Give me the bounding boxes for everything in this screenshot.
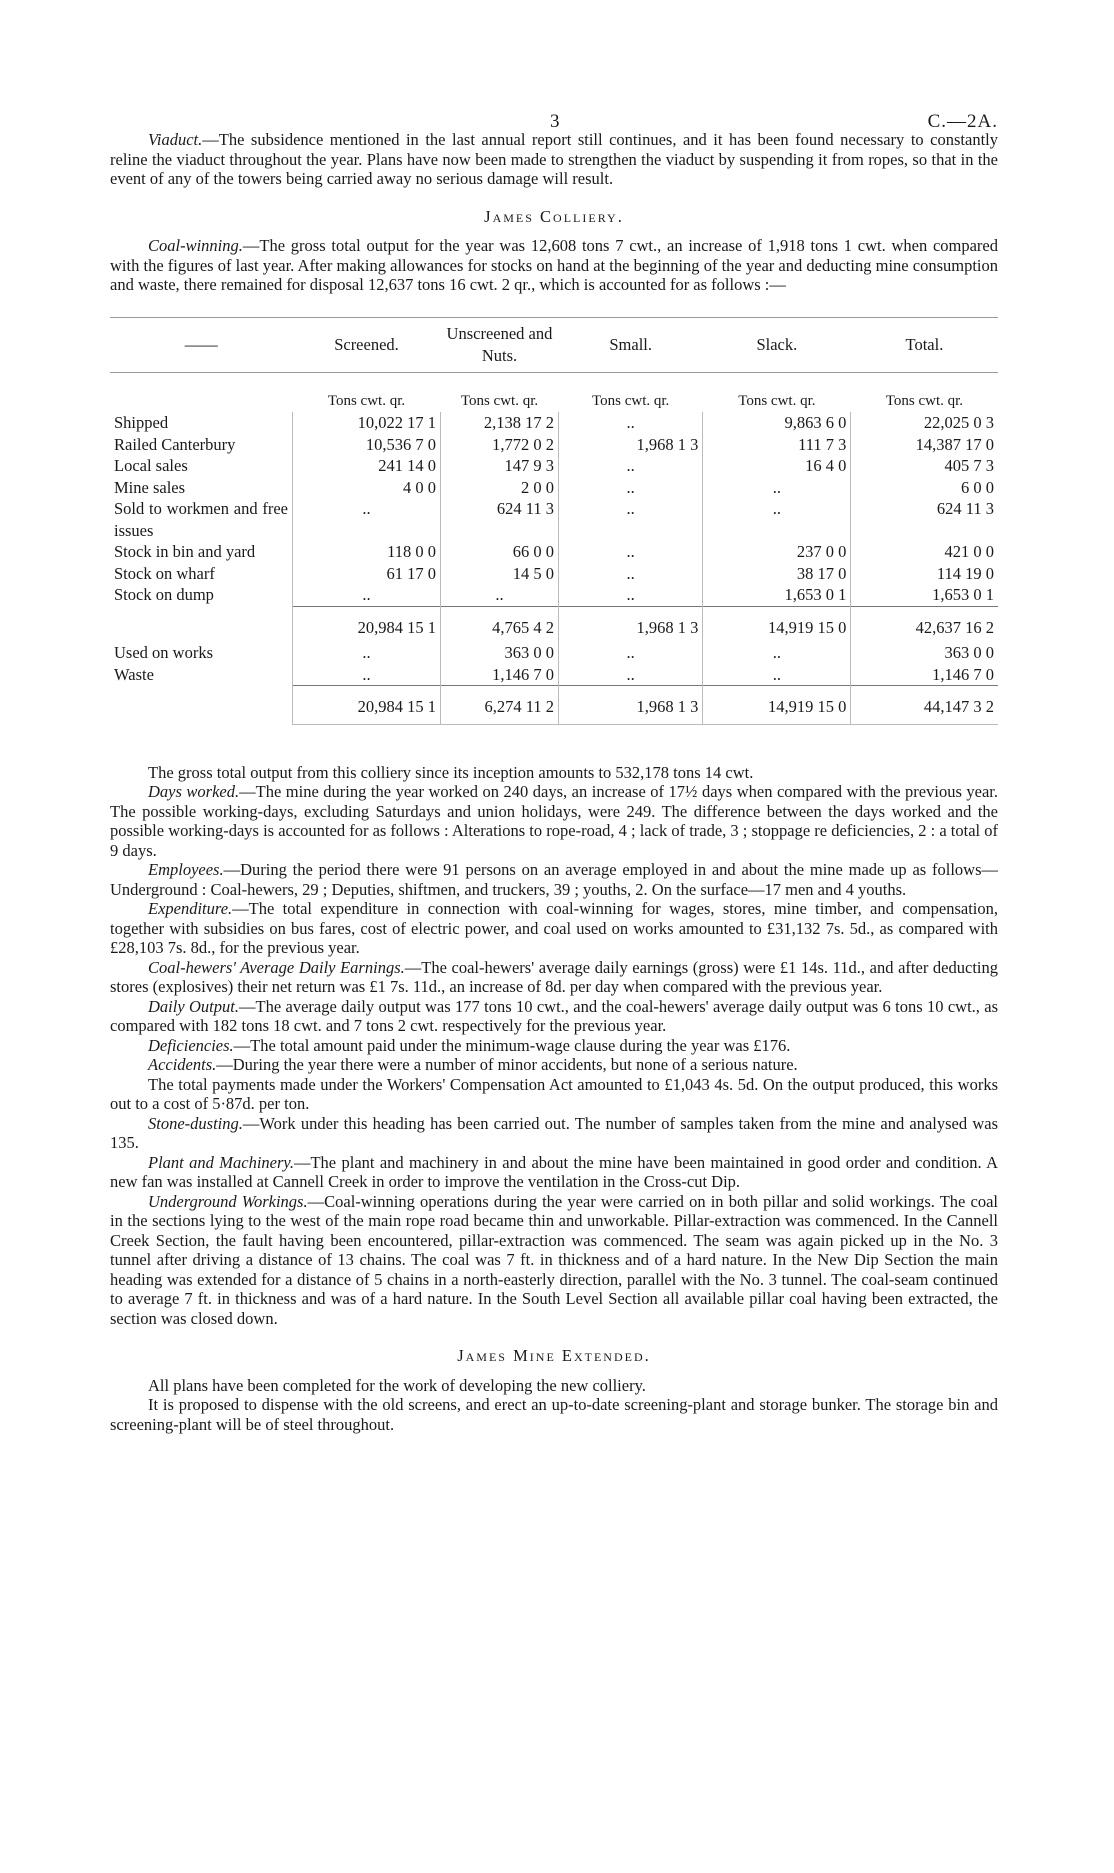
table-cell: 4 0 0 <box>293 477 441 499</box>
mine-extended-paragraph-2: It is proposed to dispense with the old screens, and erect an up-to-date screening-plant and storage bunker. The storage bin and screening-plant will be of steel throughout. <box>110 1395 998 1434</box>
unit-row <box>110 372 998 412</box>
deficiencies-heading: Deficiencies. <box>148 1035 234 1055</box>
table-cell: .. <box>703 498 851 541</box>
table-cell: 237 0 0 <box>703 541 851 563</box>
table-cell: 1,968 1 3 <box>558 434 702 456</box>
document-code: C.—2A. <box>927 111 998 132</box>
table-row <box>110 642 998 664</box>
daily-output-heading: Daily Output. <box>148 996 239 1016</box>
table-cell: 1,653 0 1 <box>703 584 851 606</box>
table-cell: .. <box>558 477 702 499</box>
table-cell: 114 19 0 <box>851 563 998 585</box>
table-cell: 1,653 0 1 <box>851 584 998 606</box>
table-cell: 16 4 0 <box>703 455 851 477</box>
page-number: 3 <box>550 111 560 132</box>
table-cell: .. <box>293 664 441 686</box>
column-header: —— <box>110 317 293 372</box>
row-label: Shipped <box>114 413 169 432</box>
table-header-row <box>110 317 998 372</box>
earnings-heading: Coal-hewers' Average Daily Earnings. <box>148 957 405 977</box>
viaduct-paragraph <box>110 130 998 189</box>
table-row <box>110 455 998 477</box>
table-cell: .. <box>558 584 702 606</box>
unit-label: Tons cwt. qr. <box>885 392 964 409</box>
table-row <box>110 563 998 585</box>
table-cell: .. <box>293 498 441 541</box>
column-header: Unscreened and Nuts. <box>440 317 558 372</box>
grand-total-cell: 14,919 15 0 <box>703 686 851 725</box>
deficiencies-paragraph <box>110 1036 998 1056</box>
table-cell: .. <box>703 642 851 664</box>
james-mine-extended-title: James Mine Extended. <box>457 1346 651 1365</box>
accidents-heading: Accidents. <box>148 1055 217 1074</box>
column-header: Total. <box>851 317 998 372</box>
daily-output-text: —The average daily output was 177 tons 10 cwt., and the coal-hewers' average daily output was 6 tons 10 cwt., as compared with 182 tons 18 cwt. and 7 tons 2 cwt. respectively for the previous year. <box>110 996 998 1035</box>
subtotal-cell: 20,984 15 1 <box>293 606 441 642</box>
table-cell: 10,536 7 0 <box>293 434 441 456</box>
unit-label: Tons cwt. qr. <box>738 392 816 409</box>
table-cell: 363 0 0 <box>440 642 558 664</box>
grand-total-cell: 20,984 15 1 <box>293 686 441 725</box>
table-cell: .. <box>703 664 851 686</box>
table-cell: .. <box>293 584 441 606</box>
coal-winning-text: —The gross total output for the year was 12,608 tons 7 cwt., an increase of 1,918 tons 1 cwt. when compared with the figures of last year. After making allowances for stocks on hand at the beginning of the year and deducting mine consumption and waste, there remained for disposal 12,637 tons 16 cwt. 2 qr., which is accounted for as follows :— <box>110 236 998 294</box>
stone-dusting-paragraph <box>110 1114 998 1153</box>
unit-label: Tons cwt. qr. <box>592 392 670 409</box>
accidents-paragraph <box>110 1055 998 1075</box>
days-worked-text: —The mine during the year worked on 240 days, an increase of 17½ days when compared with the previous year. The possible working-days, excluding Saturdays and union holidays, were 249. The difference between the days worked and the possible working-days is accounted for as follows : Alterations to rope-road, 4 ; lack of trade, 3 ; stoppage re deficiencies, 2 : a total of 9 days. <box>110 782 998 860</box>
stone-dusting-heading: Stone-dusting. <box>148 1113 243 1133</box>
table-cell: .. <box>558 455 702 477</box>
gross-output-paragraph: The gross total output from this colliery since its inception amounts to 532,178 tons 14 cwt. <box>148 762 754 782</box>
grand-total-row <box>110 686 998 725</box>
coal-winning-heading: Coal-winning. <box>148 236 243 255</box>
table-cell: 421 0 0 <box>851 541 998 563</box>
table-cell: 38 17 0 <box>703 563 851 585</box>
table-cell: 14,387 17 0 <box>851 434 998 456</box>
subtotal-cell: 14,919 15 0 <box>703 606 851 642</box>
table-cell: .. <box>558 498 702 541</box>
table-cell: 147 9 3 <box>440 455 558 477</box>
grand-total-cell: 1,968 1 3 <box>558 686 702 725</box>
table-cell: .. <box>703 477 851 499</box>
row-label: Used on works <box>114 643 213 662</box>
row-label: Local sales <box>114 456 188 475</box>
column-header: Slack. <box>703 317 851 372</box>
subtotal-cell: 4,765 4 2 <box>440 606 558 642</box>
deficiencies-text: —The total amount paid under the minimum-wage clause during the year was £176. <box>233 1035 791 1055</box>
employees-text: —During the period there were 91 persons on an average employed in and about the mine made up as follows—Underground : Coal-hewers, 29 ; Deputies, shiftmen, and truckers, 39 ; youths, 2. On the surface—17 men and 4 youths. <box>110 860 998 899</box>
table-cell: 624 11 3 <box>851 498 998 541</box>
table-row <box>110 434 998 456</box>
employees-heading: Employees. <box>148 860 224 879</box>
table-cell: .. <box>440 584 558 606</box>
underground-text: —Coal-winning operations during the year were carried on in both pillar and solid workings. The coal in the sections lying to the west of the main rope road became thin and unworkable. Pillar-extraction was commenced. In the Cannell Creek Section, the fault having been encountered, pillar-extraction was commenced. The seam was again picked up in the No. 3 tunnel after driving a distance of 13 chains. The coal was 7 ft. in thickness and of a hard nature. In the New Dip Section the main heading was extended for a distance of 5 chains in a north-easterly direction, parallel with the No. 3 tunnel. The coal-seam continued to average 7 ft. in thickness and was of a hard nature. In the South Level Section all available pillar coal having been extracted, the section was closed down. <box>110 1191 998 1328</box>
row-label: Sold to workmen and free issues <box>114 499 288 540</box>
mine-extended-paragraph-1: All plans have been completed for the work of developing the new colliery. <box>148 1375 646 1395</box>
plant-heading: Plant and Machinery. <box>148 1152 294 1172</box>
table-cell: 1,146 7 0 <box>440 664 558 686</box>
table-cell: 363 0 0 <box>851 642 998 664</box>
table-cell: 1,146 7 0 <box>851 664 998 686</box>
table-row <box>110 498 998 541</box>
underground-paragraph <box>110 1192 998 1329</box>
table-cell: 14 5 0 <box>440 563 558 585</box>
table-row <box>110 477 998 499</box>
table-cell: .. <box>558 563 702 585</box>
column-header: Screened. <box>293 317 441 372</box>
table-cell: 22,025 0 3 <box>851 412 998 434</box>
table-cell: 66 0 0 <box>440 541 558 563</box>
unit-label: Tons cwt. qr. <box>327 392 406 409</box>
expenditure-text: —The total expenditure in connection with coal-winning for wages, stores, mine timber, and compensation, together with subsidies on bus fares, cost of electric power, and coal used on works amounted to £31,132 7s. 5d., as compared with £28,103 7s. 8d., for the previous year. <box>110 899 998 957</box>
table-cell: .. <box>558 412 702 434</box>
plant-paragraph <box>110 1153 998 1192</box>
james-colliery-title: James Colliery. <box>484 206 624 226</box>
employees-paragraph <box>110 860 998 899</box>
table-row <box>110 584 998 606</box>
table-cell: 1,772 0 2 <box>440 434 558 456</box>
table-cell: 405 7 3 <box>851 455 998 477</box>
table-cell: .. <box>558 642 702 664</box>
days-worked-paragraph <box>110 782 998 860</box>
coal-winning-paragraph <box>110 236 998 295</box>
viaduct-heading: Viaduct. <box>148 130 203 149</box>
viaduct-text: —The subsidence mentioned in the last annual report still continues, and it has been found necessary to constantly reline the viaduct throughout the year. Plans have now been made to strengthen the viaduct by suspending it from ropes, so that in the event of any of the towers being carried away no serious damage will result. <box>110 130 998 188</box>
table-cell: 10,022 17 1 <box>293 412 441 434</box>
grand-total-cell: 44,147 3 2 <box>851 686 998 725</box>
table-cell: .. <box>558 664 702 686</box>
table-cell: .. <box>293 642 441 664</box>
table-cell: 9,863 6 0 <box>703 412 851 434</box>
row-label: Waste <box>114 664 154 684</box>
page-header <box>110 0 998 130</box>
subtotal-row <box>110 606 998 642</box>
subtotal-cell: 42,637 16 2 <box>851 606 998 642</box>
expenditure-paragraph <box>110 899 998 958</box>
plant-text: —The plant and machinery in and about the mine have been maintained in good order and condition. A new fan was installed at Cannell Creek in order to improve the ventilation in the Cross-cut Dip. <box>110 1152 998 1191</box>
earnings-text: —The coal-hewers' average daily earnings (gross) were £1 14s. 11d., and after deducting stores (explosives) their net return was £1 7s. 11d., an increase of 8d. per day when compared with the previous year. <box>110 957 998 996</box>
days-worked-heading: Days worked. <box>148 782 240 801</box>
row-label: Mine sales <box>114 477 186 497</box>
row-label: Stock in bin and yard <box>114 542 256 561</box>
grand-total-cell: 6,274 11 2 <box>440 686 558 725</box>
table-cell: 2 0 0 <box>440 477 558 499</box>
row-label: Stock on wharf <box>114 563 215 583</box>
table-cell: 241 14 0 <box>293 455 441 477</box>
table-row <box>110 664 998 686</box>
table-cell: 61 17 0 <box>293 563 441 585</box>
expenditure-heading: Expenditure. <box>148 899 233 918</box>
row-label: Stock on dump <box>114 585 214 605</box>
earnings-paragraph <box>110 958 998 997</box>
underground-heading: Underground Workings. <box>148 1191 308 1211</box>
table-cell: 111 7 3 <box>703 434 851 456</box>
page <box>110 0 998 1434</box>
table-cell: 6 0 0 <box>851 477 998 499</box>
accidents-text: —During the year there were a number of minor accidents, but none of a serious nature. <box>216 1055 798 1074</box>
table-cell: .. <box>558 541 702 563</box>
row-label: Railed Canterbury <box>114 434 236 454</box>
compensation-paragraph: The total payments made under the Workers' Compensation Act amounted to £1,043 4s. 5d. On the output produced, this works out to a cost of 5·87d. per ton. <box>110 1074 998 1113</box>
unit-label: Tons cwt. qr. <box>460 392 539 409</box>
table-cell: 2,138 17 2 <box>440 412 558 434</box>
daily-output-paragraph <box>110 997 998 1036</box>
coal-disposal-table <box>110 317 998 725</box>
column-header: Small. <box>558 317 702 372</box>
table-cell: 624 11 3 <box>440 498 558 541</box>
table-row <box>110 412 998 434</box>
stone-dusting-text: —Work under this heading has been carried out. The number of samples taken from the mine and analysed was 135. <box>110 1113 998 1152</box>
subtotal-cell: 1,968 1 3 <box>558 606 702 642</box>
table-cell: 118 0 0 <box>293 541 441 563</box>
table-row <box>110 541 998 563</box>
